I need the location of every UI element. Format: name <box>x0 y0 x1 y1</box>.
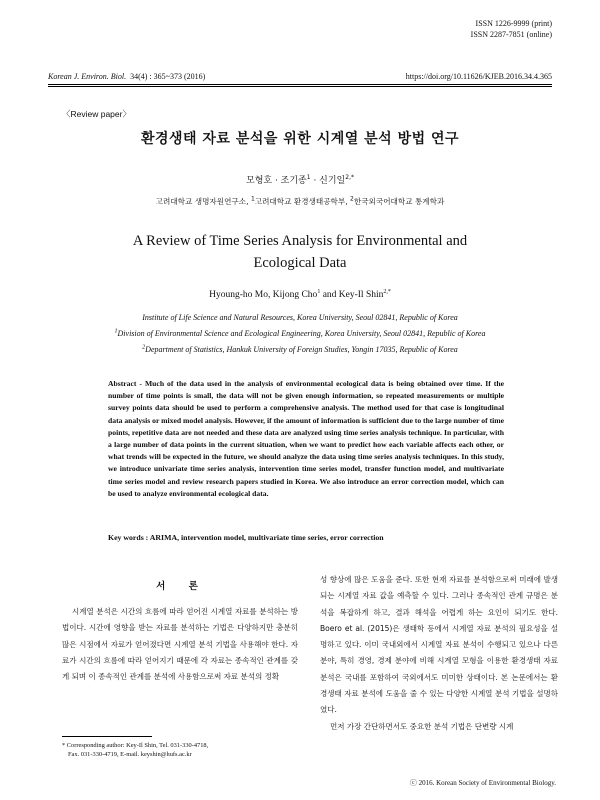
volume-pages: 34(4) : 365~373 (2016) <box>130 72 206 81</box>
korean-authors: 모형호 · 조기종$^1$ · 신기일$^{2,*}$ <box>246 174 354 186</box>
english-affil-1: Institute of Life Science and Natural Resources, Korea University, Seoul 02841, Republic of Korea <box>142 313 458 322</box>
header-rule <box>48 84 552 85</box>
korean-author-sup-2: 2,* <box>345 174 354 181</box>
copyright: ⓒ 2016. Korean Society of Environmental Biology. <box>409 779 556 787</box>
english-title-line1: A Review of Time Series Analysis for Environmental and <box>132 233 468 249</box>
korean-affil-b: 고려대학교 환경생태공학부, <box>254 197 348 206</box>
body-paragraph: 먼저 가장 간단하면서도 중요한 분석 기법은 단변량 시계 <box>330 721 514 731</box>
issn-print: ISSN 1226-9999 (print) <box>475 19 552 28</box>
english-title-line2: Ecological Data <box>253 255 347 271</box>
english-affil-sup-1: 1 <box>114 328 118 335</box>
keywords: Key words : ARIMA, intervention model, multivariate time series, error correction <box>108 533 384 542</box>
korean-affil-a: 고려대학교 생명자원연구소, <box>155 197 249 206</box>
journal-citation <box>48 72 205 81</box>
english-author-sup-2: 2,* <box>383 288 391 295</box>
journal-abbrev: Korean J. Environ. Biol. <box>48 72 127 81</box>
english-title <box>60 230 540 274</box>
body-paragraph: 시계열 분석은 시간의 흐름에 따라 얻어진 시계열 자료를 분석하는 방법이다. 시간에 영향을 받는 자료를 분석하는 기법은 다양하지만 충분히 많은 시점에서 자료가 얻어졌다면 시계열 분석 기법을 사용해야 한다. 자료가 시간의 흐름에 따라 얻어지기 때문에 각 자료는 종속적인 관계를 갖게 되며 이 종속적인 관계를 분석에 사용함으로써 자료 분석의 정확 <box>62 607 298 682</box>
body-column-left <box>62 604 298 685</box>
header-rule-thin <box>48 86 552 87</box>
paper-type: 〈Review paper〉 <box>62 109 131 119</box>
footnote-line2: Fax. 031-330-4719, E-mail. keyshin@hufs.ac.kr <box>68 751 192 758</box>
english-author-1: Hyoung-ho Mo, Kijong Cho <box>209 290 318 300</box>
english-author-2: and Key-Il Shin <box>320 290 384 300</box>
english-affiliations: Institute of Life Science and Natural Resources, Korea University, Seoul 02841, Republic of Korea $^1$Division of Environmental Science and Ecological Engineering, Korea University, Seoul 02841, Republic of Korea $^2$Department of Statistics, Hankuk University of Foreign Studies, Yongin 17035, Republic of Korea <box>40 310 560 358</box>
korean-author-last: 신기일 <box>319 176 346 186</box>
section-heading-introduction: 서 론 <box>156 581 208 592</box>
footnote <box>62 741 302 759</box>
korean-affil-sup-1: 1 <box>250 195 255 203</box>
abstract: Abstract - Much of the data used in the analysis of environmental ecological data is being obtained over time. If the number of time points is small, the data will not be given enough information, so repeated measurements or multiple survey points data should be used to perform a comprehensive analysis. The method used for that case is longitudinal data analysis or mixed model analysis. However, if the amount of information is sufficient due to the large number of time points, repetitive data are not needed and these data are analyzed using time series analysis technique. In particular, with a large number of data points in the current situation, when we want to predict how each variable affects each other, or what trends will be expected in the future, we should analyze the data using time series analysis techniques. In this study, we introduce univariate time series analysis, intervention time series model, transfer function model, and multivariate time series model and review research papers studied in Korea. We also introduce an error correction model, which can be used to analyze environmental ecological data. <box>108 379 504 498</box>
body-paragraph: 성 향상에 많은 도움을 준다. 또한 현재 자료를 분석함으로써 미래에 발생되는 시계열 자료 값을 예측할 수 있다. 그러나 종속적인 관계 규명은 분석을 복잡하게 하고, 결과 해석을 어렵게 하는 요인이 되기도 한다. Boero et al. (2015)은 생태학 등에서 시계열 자료 분석의 필요성을 설명하고 있다. 이미 국내외에서 시계열 자료 분석이 수행되고 있으나 다른 분야, 특히 경영, 경제 분야에 비해 시계열 모형을 이용한 환경생태 자료 분석은 국내를 포함하여 국외에서도 미미한 상태이다. 본 논문에서는 환경생태 자료 분석에 도움을 줄 수 있는 다양한 시계열 분석 기법을 설명하였다. <box>320 575 558 715</box>
korean-affil-c: 한국외국어대학교 통계학과 <box>353 197 445 206</box>
korean-title: 환경생태 자료 분석을 위한 시계열 분석 방법 연구 <box>140 131 460 147</box>
korean-affiliations: 고려대학교 생명자원연구소, $^1$고려대학교 환경생태공학부, $^2$한국외국어대학교 통계학과 <box>155 195 445 206</box>
body-column-right <box>320 572 558 735</box>
english-authors <box>0 290 600 300</box>
korean-author-sup-1: 1 <box>306 174 311 181</box>
issn-block <box>471 18 552 40</box>
doi-link[interactable]: https://doi.org/10.11626/KJEB.2016.34.4.365 <box>405 72 552 81</box>
english-affil-3: Department of Statistics, Hankuk University of Foreign Studies, Yongin 17035, Republic of Korea <box>145 345 458 354</box>
english-affil-2: Division of Environmental Science and Ecological Engineering, Korea University, Seoul 02841, Republic of Korea <box>117 329 486 338</box>
footnote-rule <box>62 736 152 737</box>
english-author-sup-1: 1 <box>317 288 321 295</box>
korean-author-names: 모형호 · 조기종 <box>246 176 307 186</box>
footnote-line1: * Corresponding author: Key-Il Shin, Tel. 031-330-4718, <box>62 742 209 749</box>
issn-online: ISSN 2287-7851 (online) <box>470 30 552 39</box>
